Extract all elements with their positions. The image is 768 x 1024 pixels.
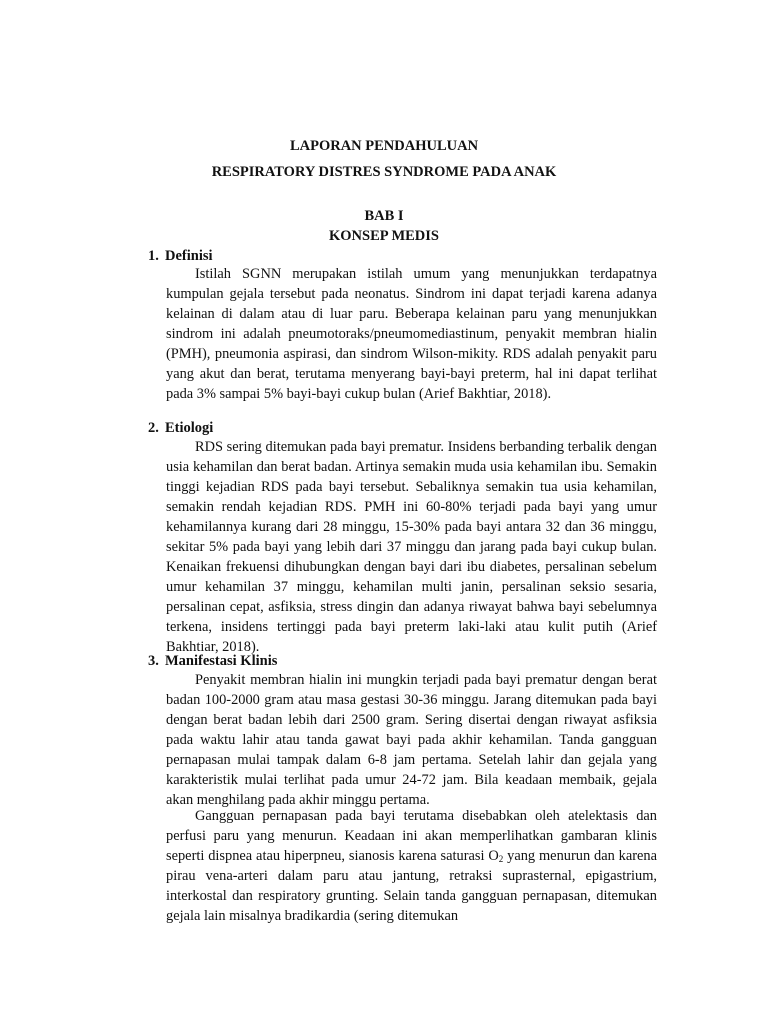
section-title: Etiologi [165,420,214,436]
paragraph-text: yang menurun dan karena pirau vena-arteri dalam paru atau jantung, retraksi suprasternal, epigastrium, interkostal dan respiratory grunting. Selain tanda gangguan pernapasan, ditemukan gejala lain misalnya bradikardia (sering ditemukan [166,848,658,924]
section-title: Definisi [165,248,213,264]
section-heading-etiologi [148,418,213,438]
paragraph-definisi: Istilah SGNN merupakan istilah umum yang menunjukkan terdapatnya kumpulan gejala tersebut pada neonatus. Sindrom ini dapat terjadi karena adanya kelainan di dalam atau di luar paru. Beberapa kelainan paru yang menunjukkan sindrom ini adalah pneumotoraks/pneumomediastinum, penyakit membran hialin (PMH), pneumonia aspirasi, dan sindrom Wilson-mikity. RDS adalah penyakit paru yang akut dan berat, terutama menyerang bayi-bayi preterm, hal ini dapat terlihat pada 3% sampai 5% bayi-bayi cukup bulan (Arief Bakhtiar, 2018). [166,266,657,402]
section-title: Manifestasi Klinis [165,653,278,669]
paragraph-manifestasi-1: Penyakit membran hialin ini mungkin terjadi pada bayi prematur dengan berat badan 100-2000 gram atau masa gestasi 30-36 minggu. Jarang ditemukan pada bayi dengan berat badan lebih dari 2500 gram. Sering disertai dengan riwayat asfiksia pada waktu lahir atau tanda gawat bayi pada akhir kehamilan. Tanda gangguan pernapasan mulai tampak dalam 6-8 jam pertama. Setelah lahir dan gejala yang karakteristik mulai terlihat pada umur 24-72 jam. Bila keadaan membaik, gejala akan menghilang pada akhir minggu pertama. [166,672,657,808]
chapter-title: KONSEP MEDIS [329,228,439,244]
paragraph-text: Gangguan pernapasan pada bayi terutama disebabkan oleh atelektasis dan perfusi paru yang menurun. Keadaan ini akan memperlihatkan gambaran klinis seperti dispnea atau hiperpneu, sianosis karena saturasi O [166,808,657,864]
paragraph-manifestasi-2 [166,806,657,926]
paragraph-etiologi: RDS sering ditemukan pada bayi prematur. Insidens berbanding terbalik dengan usia kehamilan dan berat badan. Artinya semakin muda usia kehamilan ibu. Semakin tinggi kejadian RDS pada bayi tersebut. Sebaliknya semakin tua usia kehamilan, semakin rendah kejadian RDS. PMH ini 60-80% terjadi pada bayi yang umur kehamilannya kurang dari 28 minggu, 15-30% pada bayi antara 32 dan 36 minggu, sekitar 5% pada bayi yang lebih dari 37 minggu dan jarang pada bayi cukup bulan. Kenaikan frekuensi dihubungkan dengan bayi dari ibu diabetes, persalinan sebelum umur kehamilan 37 minggu, kehamilan multi janin, persalinan seksio sesaria, persalinan cepat, asfiksia, stress dingin dan adanya riwayat bahwa bayi sebelumnya terkena, insidens tertinggi pada bayi preterm laki-laki atau kulit putih (Arief Bakhtiar, 2018). [166,439,657,655]
section-heading-manifestasi-klinis [148,651,277,671]
chapter-number: BAB I [364,208,404,224]
section-heading-definisi [148,246,213,266]
document-title: LAPORAN PENDAHULUAN [289,138,479,154]
section-number: 2. [148,420,159,436]
document-subtitle: RESPIRATORY DISTRES SYNDROME PADA ANAK [211,164,557,180]
section-number: 3. [148,653,159,669]
section-number: 1. [148,248,159,264]
subscript-text: 2 [498,854,504,864]
